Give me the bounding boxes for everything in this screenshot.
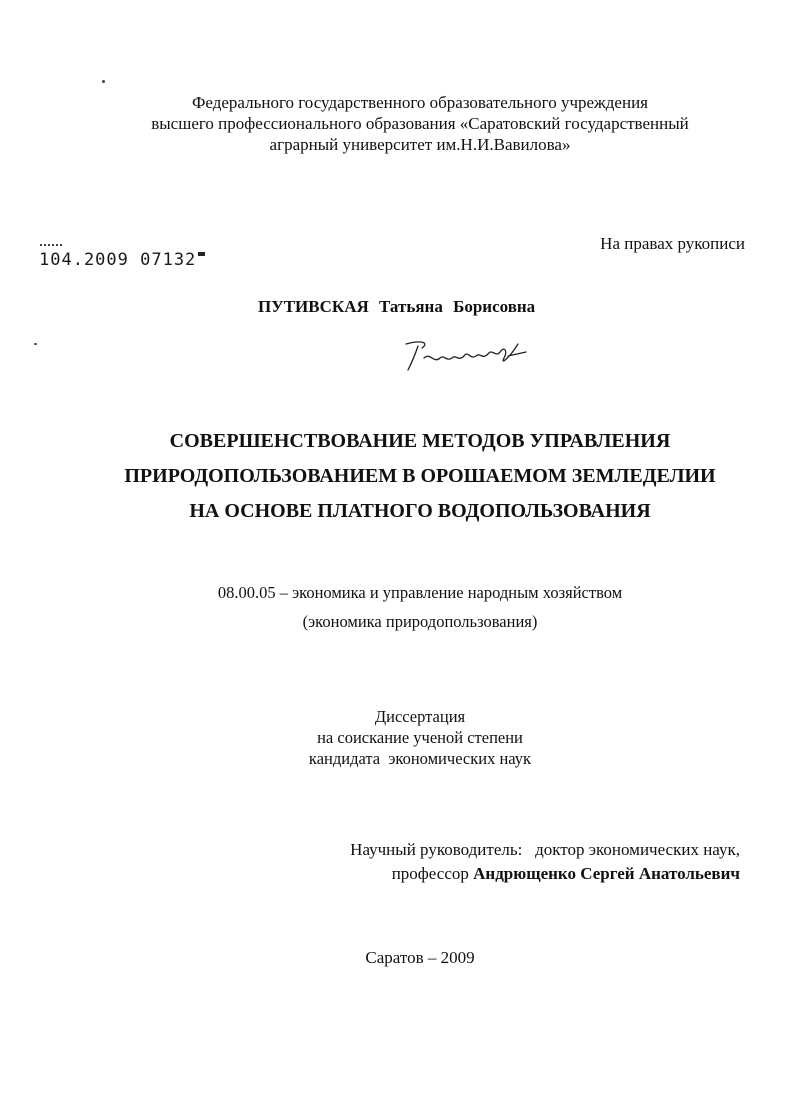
specialty-branch: (экономика природопользования) [302, 612, 538, 631]
title-line: СОВЕРШЕНСТВОВАНИЕ МЕТОДОВ УПРАВЛЕНИЯ [169, 430, 671, 452]
specialty-code: 08.00.05 – экономика и управление народным хозяйством [217, 583, 623, 602]
author-first-name: Татьяна [379, 297, 443, 316]
supervisor-block [290, 838, 740, 886]
institution-line: высшего профессионального образования «Саратовский государственный [151, 114, 689, 133]
registry-stamp-mark [40, 244, 62, 248]
manuscript-note: На правах рукописи [600, 234, 745, 253]
supervisor-degree: доктор экономических наук, [535, 840, 740, 859]
registry-stamp [39, 250, 205, 270]
author-signature [400, 336, 530, 376]
scan-speck [102, 80, 105, 83]
dissertation-purpose: на соискание ученой степени [317, 728, 523, 747]
dissertation-block [60, 706, 780, 769]
supervisor-name: Андрющенко Сергей Анатольевич [473, 864, 740, 883]
scan-speck [34, 343, 37, 345]
supervisor-label: Научный руководитель: [350, 840, 523, 859]
registry-dot [198, 252, 205, 256]
author-surname: ПУТИВСКАЯ [258, 297, 369, 316]
institution-line: Федерального государственного образовательного учреждения [191, 93, 648, 112]
dissertation-type: Диссертация [374, 707, 466, 726]
registry-number: 104.2009 07132 [39, 250, 197, 270]
title-line: ПРИРОДОПОЛЬЗОВАНИЕМ В ОРОШАЕМОМ ЗЕМЛЕДЕЛИИ [124, 465, 716, 487]
supervisor-rank: профессор [391, 864, 469, 883]
specialty-block [60, 578, 780, 636]
institution-line: аграрный университет им.Н.И.Вавилова» [269, 135, 571, 154]
supervisor-line2 [290, 862, 740, 886]
author-patronymic: Борисовна [453, 297, 536, 316]
title-line: НА ОСНОВЕ ПЛАТНОГО ВОДОПОЛЬЗОВАНИЯ [189, 500, 651, 522]
supervisor-line1 [290, 838, 740, 862]
dissertation-degree: кандидата экономических наук [308, 749, 532, 768]
thesis-title [60, 424, 780, 529]
author-name [258, 297, 535, 317]
institution-header [60, 92, 780, 155]
city-year: Саратов – 2009 [365, 948, 475, 967]
